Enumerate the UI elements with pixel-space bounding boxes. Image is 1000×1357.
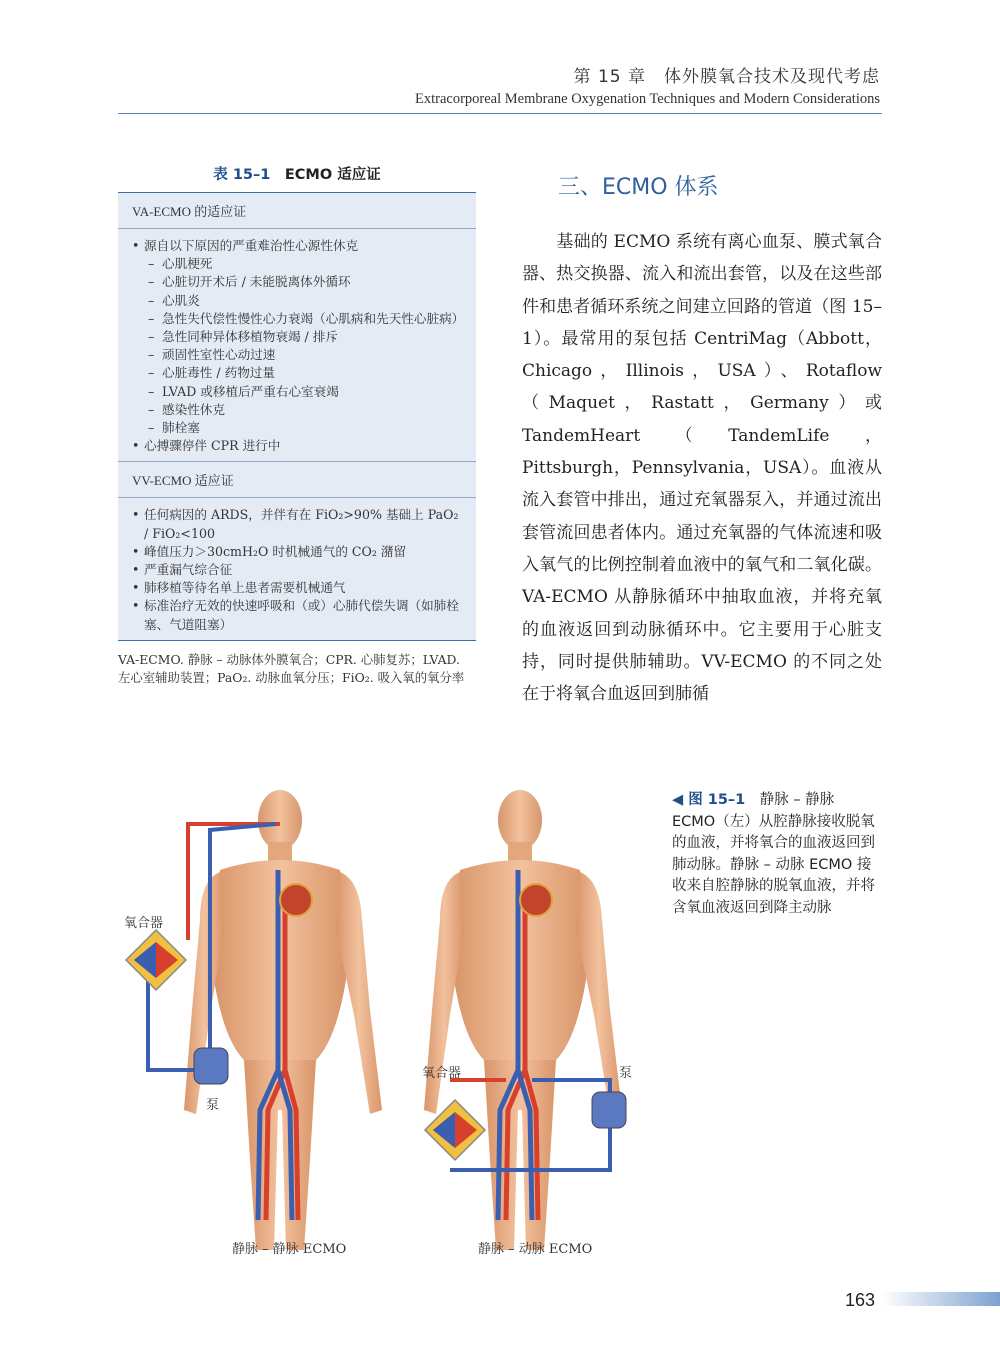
right-body-figure [424, 790, 622, 1250]
header-rule [118, 113, 882, 114]
va-sub-text: 心脏切开术后 / 未能脱离体外循环 [162, 274, 351, 290]
left-heart [280, 884, 312, 916]
vv-item-text: 标准治疗无效的快速呼吸和（或）心肺代偿失调（如肺栓塞、气道阻塞） [144, 598, 459, 632]
vv-heading: VV-ECMO 适应证 [118, 462, 476, 498]
right-pump-label: 泵 [619, 1066, 633, 1081]
table-caption-title: ECMO 适应证 [284, 167, 381, 183]
va-sub-item: – 心肌炎 [132, 292, 466, 310]
table-box [118, 192, 476, 641]
section-title: 三、ECMO 体系 [558, 175, 719, 200]
left-legs [244, 1060, 316, 1250]
va-sub-text: 心肌梗死 [162, 256, 213, 272]
va-sub-item: – 感染性休克 [132, 401, 466, 419]
left-oxygenator-label: 氧合器 [124, 916, 164, 931]
page-number-bar [882, 1292, 1000, 1306]
va-heading: VA-ECMO 的适应证 [118, 193, 476, 229]
va-sub-item: – 心脏毒性 / 药物过量 [132, 364, 466, 382]
va-sub-item: – 肺栓塞 [132, 419, 466, 437]
chapter-title-zh: 第 15 章 体外膜氧合技术及现代考虑 [573, 67, 880, 87]
figure-caption [672, 790, 882, 919]
vv-item-text: 严重漏气综合征 [144, 562, 233, 578]
va-sub-text: LVAD 或移植后严重右心室衰竭 [162, 383, 339, 399]
va-sub-text: 感染性休克 [162, 401, 225, 417]
va-sub-text: 心脏毒性 / 药物过量 [162, 365, 275, 381]
figure-caption-text: 静脉 – 静脉 ECMO（左）从腔静脉接收脱氧的血液，并将氧合的血液返回到肺动脉。静脉 – 动脉 ECMO 接收来自腔静脉的脱氧血液，并将含氧血液返回到降主动脉 [672, 792, 875, 916]
chapter-title-en: Extracorporeal Membrane Oxygenation Techniques and Modern Considerations [415, 91, 880, 107]
vv-item: • 标准治疗无效的快速呼吸和（或）心肺代偿失调（如肺栓塞、气道阻塞） [132, 597, 466, 633]
right-oxygenator-label: 氧合器 [422, 1066, 462, 1081]
ecmo-illustration [100, 780, 660, 1280]
va-sub-item: – 顽固性室性心动过速 [132, 346, 466, 364]
va-sub-item: – 心脏切开术后 / 未能脱离体外循环 [132, 273, 466, 291]
va-sub-item: – 急性失代偿性慢性心力衰竭（心肌病和先天性心脏病） [132, 310, 466, 328]
vv-item-text: 峰值压力＞30cmH₂O 时机械通气的 CO₂ 潴留 [144, 543, 407, 559]
running-head [415, 62, 880, 108]
table-footnote: VA-ECMO. 静脉 – 动脉体外膜氧合；CPR. 心肺复苏；LVAD. 左心室辅助装置；PaO₂. 动脉血氧分压；FiO₂. 吸入氧的氧分率 [118, 651, 465, 685]
va-sub-text: 顽固性室性心动过速 [162, 347, 276, 363]
left-pump-icon [194, 1048, 228, 1084]
vv-list [118, 498, 476, 639]
right-heart [520, 884, 552, 916]
va-sub-text: 急性失代偿性慢性心力衰竭（心肌病和先天性心脏病） [162, 310, 465, 326]
va-last-item: • 心搏骤停伴 CPR 进行中 [132, 437, 466, 455]
left-head [258, 790, 302, 850]
right-legs [484, 1060, 556, 1250]
va-sub-text: 急性同种异体移植物衰竭 / 排斥 [162, 329, 338, 345]
va-main-text: 源自以下原因的严重难治性心源性休克 [144, 238, 359, 253]
left-body-figure [184, 790, 382, 1250]
va-sub-item: – 心肌梗死 [132, 255, 466, 273]
left-pump-label: 泵 [206, 1098, 220, 1113]
vv-item-text: 肺移植等待名单上患者需要机械通气 [144, 580, 346, 596]
va-last-text: 心搏骤停伴 CPR 进行中 [144, 438, 281, 454]
vv-item: • 严重漏气综合征 [132, 561, 466, 579]
va-sub-item: – LVAD 或移植后严重右心室衰竭 [132, 383, 466, 401]
vv-item-text: 任何病因的 ARDS，并伴有在 FiO₂>90% 基础上 PaO₂ / FiO₂<100 [144, 507, 459, 541]
left-figure-title: 静脉 – 静脉 ECMO [232, 1242, 347, 1257]
indications-table [118, 163, 476, 687]
right-figure-title: 静脉 – 动脉 ECMO [478, 1242, 593, 1257]
vv-item: • 任何病因的 ARDS，并伴有在 FiO₂>90% 基础上 PaO₂ / FiO₂<100 [132, 506, 466, 542]
va-sub-item: – 急性同种异体移植物衰竭 / 排斥 [132, 328, 466, 346]
page-number: 163 [845, 1290, 876, 1310]
va-list [118, 229, 476, 462]
va-sub-text: 心肌炎 [162, 292, 200, 308]
table-caption-number: 表 15–1 [213, 167, 271, 183]
vv-item: • 肺移植等待名单上患者需要机械通气 [132, 579, 466, 597]
body-paragraph: 基础的 ECMO 系统有离心血泵、膜式氧合器、热交换器、流入和流出套管，以及在这些部件和患者循环系统之间建立回路的管道（图 15–1）。最常用的泵包括 CentriMag（Abbott，Chicago，Illinois，USA）、Rotaflow（Maquet，Rastatt，Germany）或 TandemHeart（TandemLife，Pittsburgh，Pennsylvania，USA）。血液从流入套管中排出，通过充氧器泵入，并通过流出套管流回患者体内。通过充氧器的气体流速和吸入氧气的比例控制着血液中的氧气和二氧化碳。VA-ECMO 从静脉循环中抽取血液，并将充氧的血液返回到动脉循环中。它主要用于心脏支持，同时提供肺辅助。VV-ECMO 的不同之处在于将氧合血返回到肺循 [522, 232, 882, 705]
vv-item: • 峰值压力＞30cmH₂O 时机械通气的 CO₂ 潴留 [132, 543, 466, 561]
va-sub-text: 肺栓塞 [162, 420, 200, 436]
right-pump-icon [592, 1092, 626, 1128]
va-main-item: • 源自以下原因的严重难治性心源性休克 [132, 237, 466, 255]
right-head [498, 790, 542, 850]
table-caption [118, 163, 476, 184]
figure-caption-number: ◀ 图 15–1 [672, 792, 746, 808]
